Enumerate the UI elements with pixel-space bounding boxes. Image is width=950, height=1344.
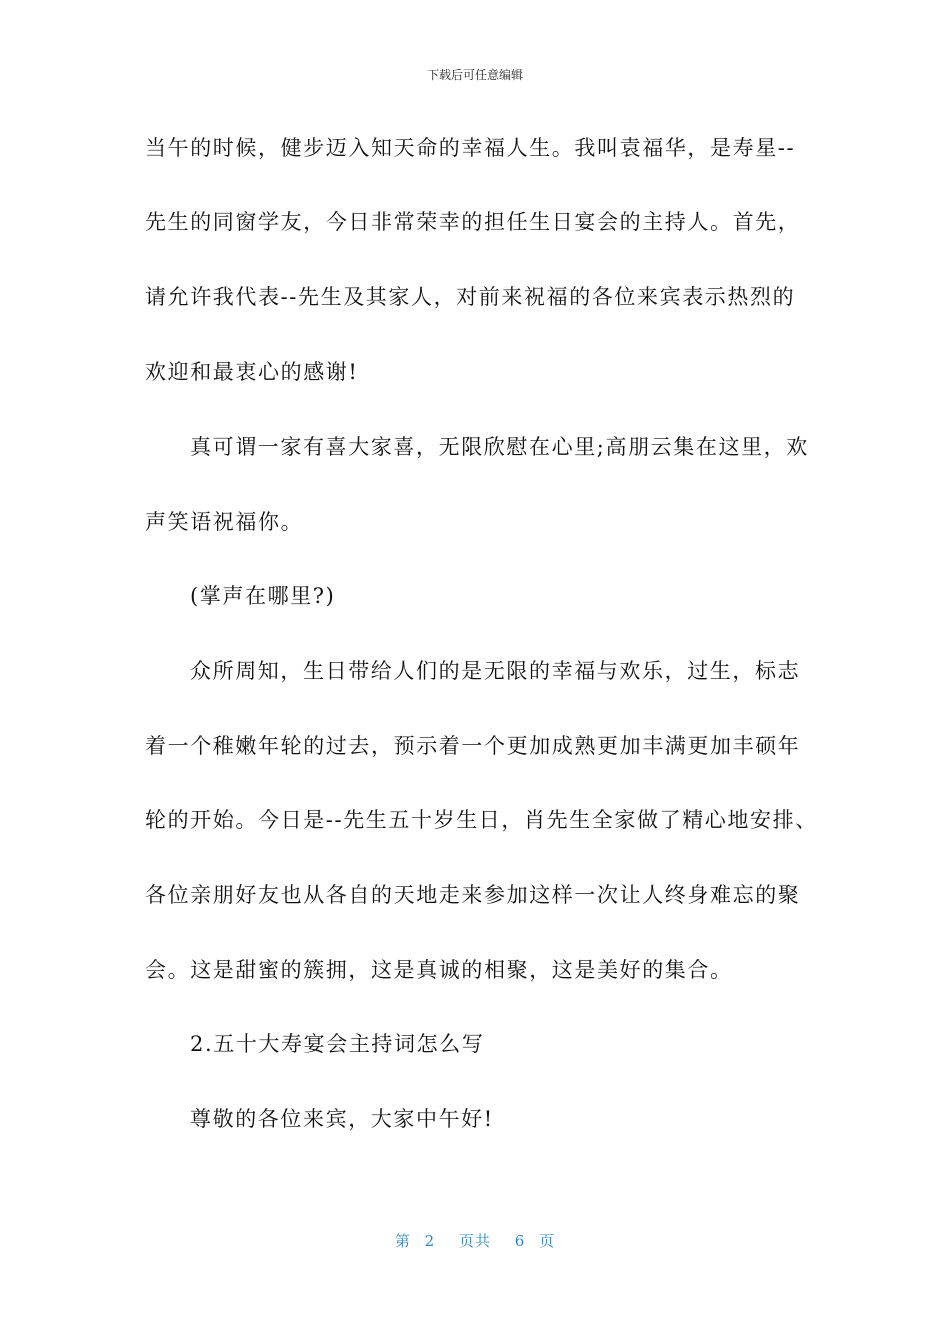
section-heading: 2.五十大寿宴会主持词怎么写 bbox=[190, 1032, 485, 1056]
text-line: 各位亲朋好友也从各自的天地走来参加这样一次让人终身难忘的聚 bbox=[145, 883, 801, 907]
current-page: 2 bbox=[424, 1232, 436, 1250]
text-line: 请允许我代表--先生及其家人，对前来祝福的各位来宾表示热烈的 bbox=[145, 285, 796, 309]
text-line: 众所周知，生日带给人们的是无限的幸福与欢乐，过生，标志 bbox=[190, 659, 801, 683]
text-line: 轮的开始。今日是--先生五十岁生日，肖先生全家做了精心地安排、 bbox=[145, 808, 818, 832]
text-line: 尊敬的各位来宾，大家中午好! bbox=[190, 1107, 494, 1131]
text-line: 欢迎和最衷心的感谢! bbox=[145, 360, 359, 384]
page-mid: 页共 bbox=[458, 1232, 491, 1250]
page-suffix: 页 bbox=[539, 1232, 556, 1250]
text-line: 当午的时候，健步迈入知天命的幸福人生。我叫袁福华，是寿星-- bbox=[145, 136, 796, 160]
page-footer bbox=[0, 1230, 950, 1251]
total-pages: 6 bbox=[514, 1232, 526, 1250]
text-line: (掌声在哪里?) bbox=[190, 584, 336, 608]
text-line: 着一个稚嫩年轮的过去，预示着一个更加成熟更加丰满更加丰硕年 bbox=[145, 734, 801, 758]
text-line: 真可谓一家有喜大家喜，无限欣慰在心里;高朋云集在这里，欢 bbox=[190, 435, 809, 459]
text-line: 先生的同窗学友，今日非常荣幸的担任生日宴会的主持人。首先， bbox=[145, 210, 801, 234]
text-line: 声笑语祝福你。 bbox=[145, 510, 304, 534]
text-line: 会。这是甜蜜的簇拥，这是真诚的相聚，这是美好的集合。 bbox=[145, 958, 733, 982]
header-note: 下载后可任意编辑 bbox=[426, 68, 523, 82]
page-prefix: 第 bbox=[394, 1232, 411, 1250]
